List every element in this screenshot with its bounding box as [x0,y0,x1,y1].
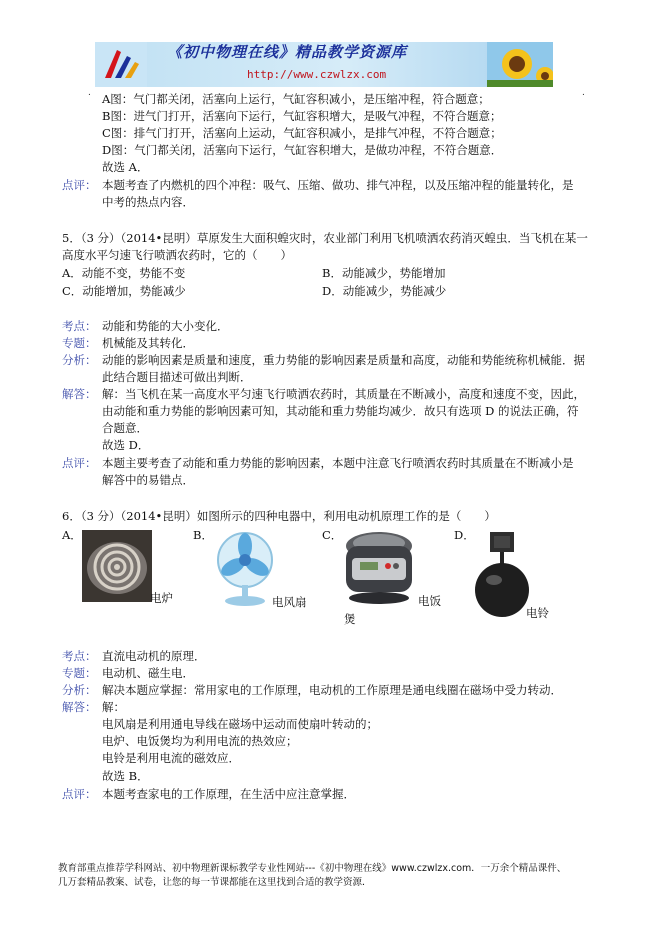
q5-option-b: B．动能减少，势能增加 [322,266,446,280]
q6-jieda-label: 解答： [62,700,97,714]
q4-comment-line: 本题考查了内燃机的四个冲程：吸气、压缩、做功、排气冲程，以及压缩冲程的能量转化，是 [102,178,574,192]
q6-caption-c-2: 煲 [344,612,356,626]
q5-fenxi: 此结合题目描述可做出判断． [102,370,252,384]
sunflower-icon [487,42,553,87]
q5-dianping: 解答中的易错点． [102,473,194,487]
q6-jieda: 电风扇是利用通电导线在磁场中运动而使扇叶转动的； [102,717,378,731]
q6-kaodian-label: 考点： [62,649,97,663]
q5-dianping-label: 点评： [62,456,97,470]
q5-kaodian: 动能和势能的大小变化． [102,319,229,333]
q6-caption-a: 电炉 [150,591,173,605]
q6-stem: 6．（3 分）（2014•昆明）如图所示的四种电器中，利用电动机原理工作的是（ ） [62,509,496,523]
q5-answer: 故选 D． [102,438,150,452]
electric-stove-icon [82,530,152,602]
q6-kaodian: 直流电动机的原理． [102,649,206,663]
q6-jieda: 电炉、电饭煲均为利用电流的热效应； [102,734,298,748]
q5-fenxi: 动能的影响因素是质量和速度，重力势能的影响因素是质量和高度，动能和势能统称机械能．据 [102,353,585,367]
q6-dianping: 本题考查家电的工作原理，在生活中应注意掌握． [102,787,355,801]
q5-option-a: A．动能不变，势能不变 [62,266,186,280]
footer-line: 教育部重点推荐学科网站、初中物理新课标教学专业性网站---《初中物理在线》www.czwlzx.com．一万余个精品课件、 [58,863,567,874]
electric-fan-icon [212,530,278,608]
q6-fenxi-label: 分析： [62,683,97,697]
q4-line-d: D图：气门都关闭，活塞向下运行，气缸容积增大，是做功冲程，不符合题意． [102,143,503,157]
q5-jieda-label: 解答： [62,387,97,401]
q4-comment-label: 点评： [62,178,97,192]
q5-dianping: 本题主要考查了动能和重力势能的影响因素，本题中注意飞行喷洒农药时其质量在不断减小是 [102,456,574,470]
q5-stem: 5．（3 分）（2014•昆明）草原发生大面积蝗灾时，农业部门利用飞机喷洒农药消灭蝗虫．当飞机在某一 [62,231,588,245]
q6-caption-c: 电饭 [418,594,441,608]
site-banner [95,42,553,87]
q5-jieda: 由动能和重力势能的影响因素可知，其动能和重力势能均减少．故只有选项 D 的说法正确，符 [102,404,579,418]
q5-option-d: D．动能减少，势能减少 [322,284,447,298]
electric-bell-icon [472,530,532,620]
q6-jieda: 电铃是利用电流的磁效应． [102,751,240,765]
q5-jieda: 解：当飞机在某一高度水平匀速飞行喷洒农药时，其质量在不断减小，高度和速度不变，因此， [102,387,585,401]
q5-stem: 高度水平匀速飞行喷洒农药时，它的（ ） [62,248,292,262]
q6-zhuanti: 电动机、磁生电． [102,666,194,680]
banner-title: 《初中物理在线》精品教学资源库 [167,43,408,61]
q4-line-c: C图：排气门打开，活塞向上运动，气缸容积减小，是排气冲程，不符合题意； [102,126,502,140]
banner-url[interactable]: http://www.czwlzx.com [247,68,387,81]
q5-option-c: C．动能增加，势能减少 [62,284,186,298]
q6-fenxi: 解决本题应掌握：常用家电的工作原理，电动机的工作原理是通电线圈在磁场中受力转动． [102,683,562,697]
q5-fenxi-label: 分析： [62,353,97,367]
q4-line-b: B图：进气门打开，活塞向下运行，气缸容积增大，是吸气冲程，不符合题意； [102,109,502,123]
q6-zhuanti-label: 专题： [62,666,97,680]
q5-kaodian-label: 考点： [62,319,97,333]
corner-mark: . [582,88,585,98]
q5-zhuanti-label: 专题： [62,336,97,350]
corner-mark: . [88,88,91,98]
q6-option-a-letter: A． [62,528,82,542]
q5-jieda: 合题意． [102,421,148,435]
q6-option-b-letter: B． [193,528,213,542]
q4-answer: 故选 A． [102,160,149,174]
q6-caption-d: 电铃 [526,606,549,620]
q6-jieda: 解： [102,700,125,714]
q4-comment-line: 中考的热点内容． [102,195,194,209]
q6-caption-b: 电风扇 [272,595,307,609]
q6-option-c-letter: C． [322,528,343,542]
footer-line: 几万套精品教案、试卷，让您的每一节课都能在这里找到合适的教学资源． [58,877,372,888]
q4-line-a: A图：气门都关闭，活塞向上运行，气缸容积减小，是压缩冲程，符合题意； [102,92,490,106]
q6-option-d-letter: D． [454,528,475,542]
site-logo-icon [95,42,147,87]
q6-answer: 故选 B． [102,769,149,783]
q5-zhuanti: 机械能及其转化． [102,336,194,350]
rice-cooker-icon [342,528,417,608]
q6-dianping-label: 点评： [62,787,97,801]
